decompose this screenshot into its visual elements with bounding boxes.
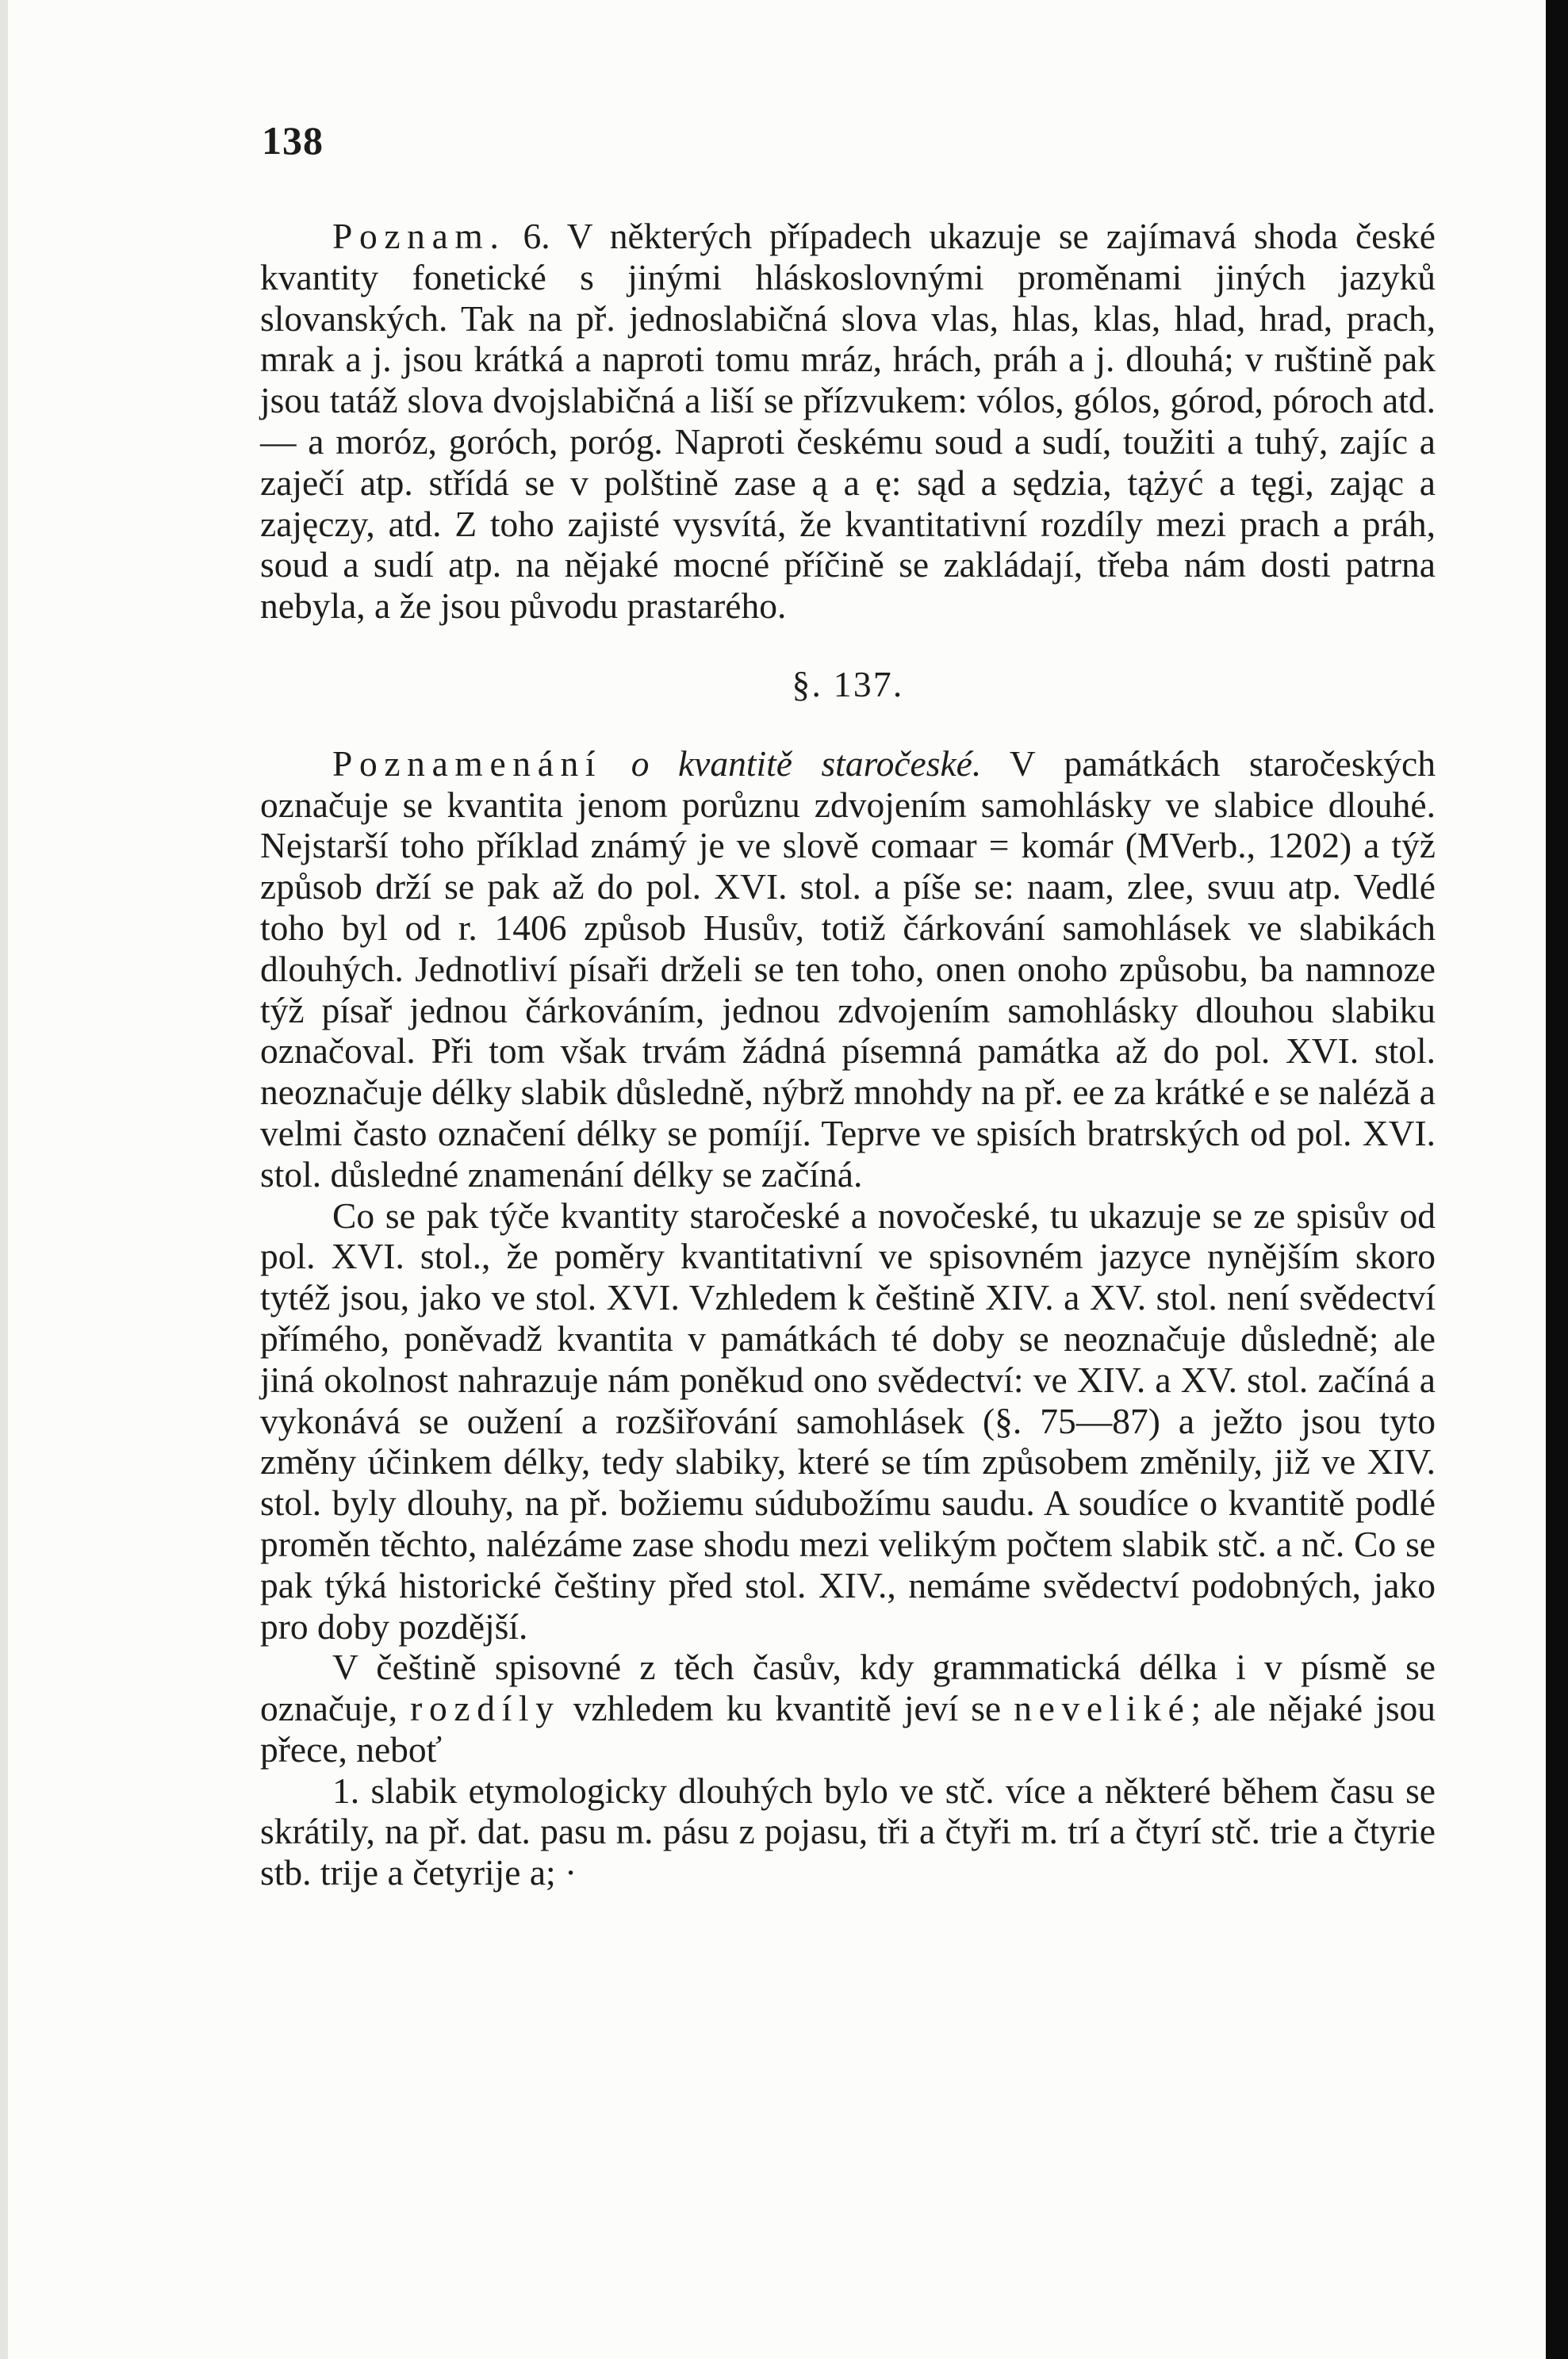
note-text: 6. V některých případech ukazuje se zajímavá shoda české kvantity fonetické s jinými hláskoslovnými proměnami jiných jazyků slovanských. Tak na př. jednoslabičná slova vlas, hlas, klas, hlad, hrad, prach, mrak a j. jsou krátká a naproti tomu mráz, hrách, práh a j. dlouhá; v ruštině pak jsou tatáž slova dvojslabičná a liší se přízvukem: vólos, gólos, górod, póroch atd. — a moróz, goróch, poróg. Naproti českému soud a sudí, toužiti a tuhý, zajíc a zaječí atp. střídá se v polštině zase ą a ę: sąd a sędzia, tążyć a tęgi, zając a zajęczy, atd. Z toho zajisté vysvítá, že kvantitativní rozdíly mezi prach a práh, soud a sudí atp. na nějaké mocné příčině se zakládají, třeba nám dosti patrna nebyla, a že jsou původu prastarého. [260, 216, 1436, 627]
paragraph-3-start: V češtině spisovné z těch časův, kdy grammatická délka i v písmě se označuje, [260, 1647, 1436, 1729]
scan-left-edge [0, 0, 8, 2359]
paragraph-1-label: Poznamenání [332, 742, 603, 784]
note-paragraph [260, 216, 1436, 627]
paragraph-3-emphasis-1: rozdíly [410, 1688, 561, 1729]
section-heading: §. 137. [792, 663, 904, 704]
paragraph-3-end: ; ale nějaké jsou přece, neboť [260, 1688, 1436, 1770]
paragraph-4 [260, 1770, 1436, 1893]
note-label: Poznam. [332, 216, 506, 256]
page-body [260, 216, 1436, 1893]
paragraph-3-middle: vzhledem ku kvantitě jeví se [573, 1688, 1002, 1729]
paragraph-4-text: 1. slabik etymologicky dlouhých bylo ve stč. více a některé během času se skrátily, na př. dat. pasu m. pásu z pojasu, tři a čtyři m. trí a čtyrí stč. trie a čtyrie stb. trije a četyrije a; · [260, 1770, 1436, 1893]
paragraph-1 [260, 743, 1436, 1195]
scan-right-edge [1546, 0, 1568, 2359]
paragraph-3-emphasis-2: neveliké [1014, 1688, 1191, 1729]
paragraph-1-title: o kvantitě staročeské. [631, 742, 982, 784]
paragraph-2-text: Co se pak týče kvantity staročeské a novočeské, tu ukazuje se ze spisův od pol. XVI. stol., že poměry kvantitativní ve spisovném jazyce nynějším skoro tytéž jsou, jako ve stol. XVI. Vzhledem k češtině XIV. a XV. stol. není svědectví přímého, poněvadž kvantita v památkách té doby se neoznačuje důsledně; ale jiná okolnost nahrazuje nám poněkud ono svědectví: ve XIV. a XV. stol. začíná a vykonává se oužení a rozšiřování samohlásek (§. 75—87) a ježto jsou tyto změny účinkem délky, tedy slabiky, které se tím způsobem změnily, již ve XIV. stol. byly dlouhy, na př. božiemu súdubožímu saudu. A soudíce o kvantitě podlé proměn těchto, nalézáme zase shodu mezi velikým počtem slabik stč. a nč. Co se pak týká historické češtiny před stol. XIV., nemáme svědectví podobných, jako pro doby pozdější. [260, 1195, 1436, 1647]
page-number: 138 [262, 118, 324, 163]
paragraph-2 [260, 1195, 1436, 1647]
paragraph-3 [260, 1647, 1436, 1770]
paragraph-1-text: V památkách staročeských označuje se kvantita jenom porůznu zdvojením samohlásky ve slabice dlouhé. Nejstarší toho příklad známý je ve slově comaar = komár (MVerb., 1202) a týž způsob drží se pak až do pol. XVI. stol. a píše se: naam, zlee, svuu atp. Vedlé toho byl od r. 1406 způsob Husův, totiž čárkování samohlásek ve slabikách dlouhých. Jednotliví písaři drželi se ten toho, onen onoho způsobu, ba namnoze týž písař jednou čárkováním, jednou zdvojením samohlásky dlouhou slabiku označoval. Při tom však trvám žádná písemná památka až do pol. XVI. stol. neoznačuje délky slabik důsledně, nýbrž mnohdy na př. ee za krátké e se naléză a velmi často označení délky se pomíjí. Teprve ve spisích bratrských od pol. XVI. stol. důsledné znamenání délky se začíná. [260, 742, 1436, 1195]
